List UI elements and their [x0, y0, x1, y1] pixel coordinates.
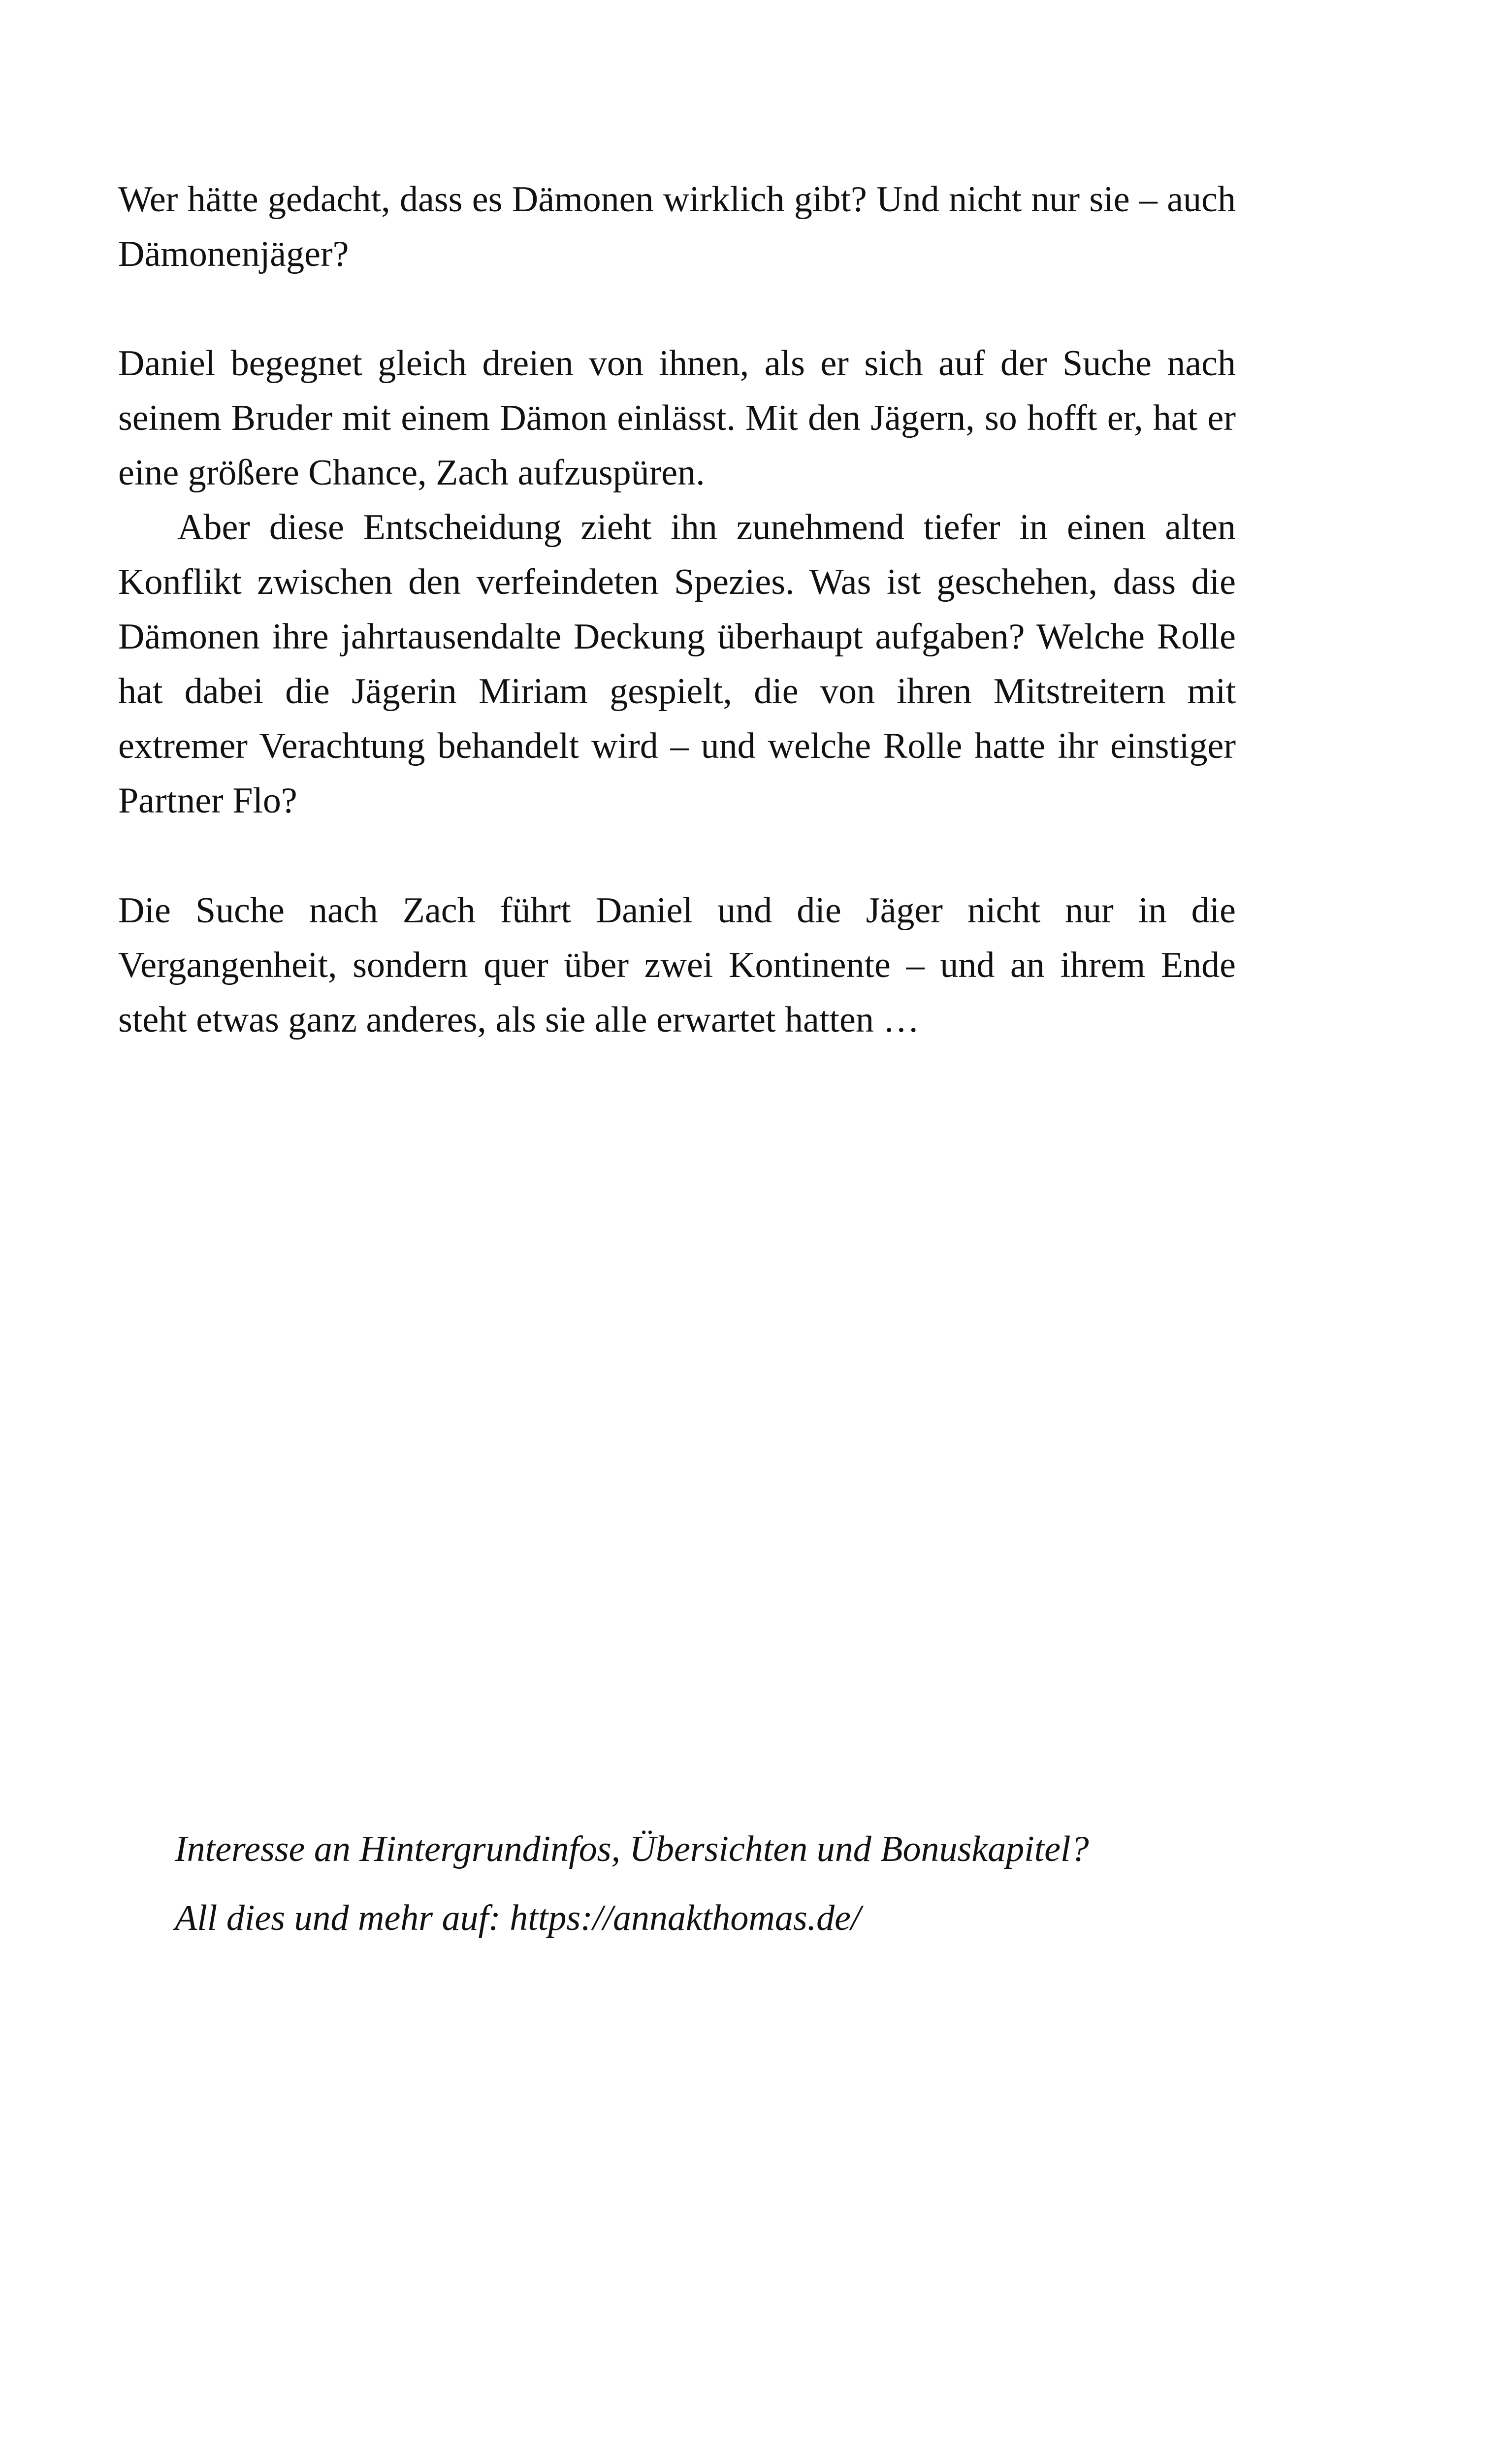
- blurb-paragraph-3: Aber diese Entscheidung zieht ihn zunehmend tiefer in einen alten Konflikt zwischen den verfeindeten Spezies. Was ist geschehen, dass die Dämonen ihre jahrtausendalte Deckung überhaupt aufgaben? Welche Rolle hat dabei die Jägerin Miriam gespielt, die von ihren Mitstreitern mit extremer Verachtung behandelt wird – und welche Rolle hatte ihr einstiger Partner Flo?: [118, 507, 1236, 821]
- blurb-paragraph-1: Wer hätte gedacht, dass es Dämonen wirklich gibt? Und nicht nur sie – auch Dämonenjäger?: [118, 179, 1236, 274]
- promo-line-1: Interesse an Hintergrundinfos, Übersichten und Bonuskapitel?: [175, 1829, 1089, 1869]
- promo-note: [175, 1815, 1258, 1953]
- promo-line-2: All dies und mehr auf: https://annakthomas.de/: [175, 1898, 861, 1938]
- blurb-paragraph-4: Die Suche nach Zach führt Daniel und die Jäger nicht nur in die Vergangenheit, sondern quer über zwei Kontinente – und an ihrem Ende steht etwas ganz anderes, als sie alle erwartet hatten …: [118, 890, 1236, 1040]
- blurb-paragraph-2: Daniel begegnet gleich dreien von ihnen, als er sich auf der Suche nach seinem Bruder mit einem Dämon einlässt. Mit den Jägern, so hofft er, hat er eine größere Chance, Zach aufzuspüren.: [118, 343, 1236, 493]
